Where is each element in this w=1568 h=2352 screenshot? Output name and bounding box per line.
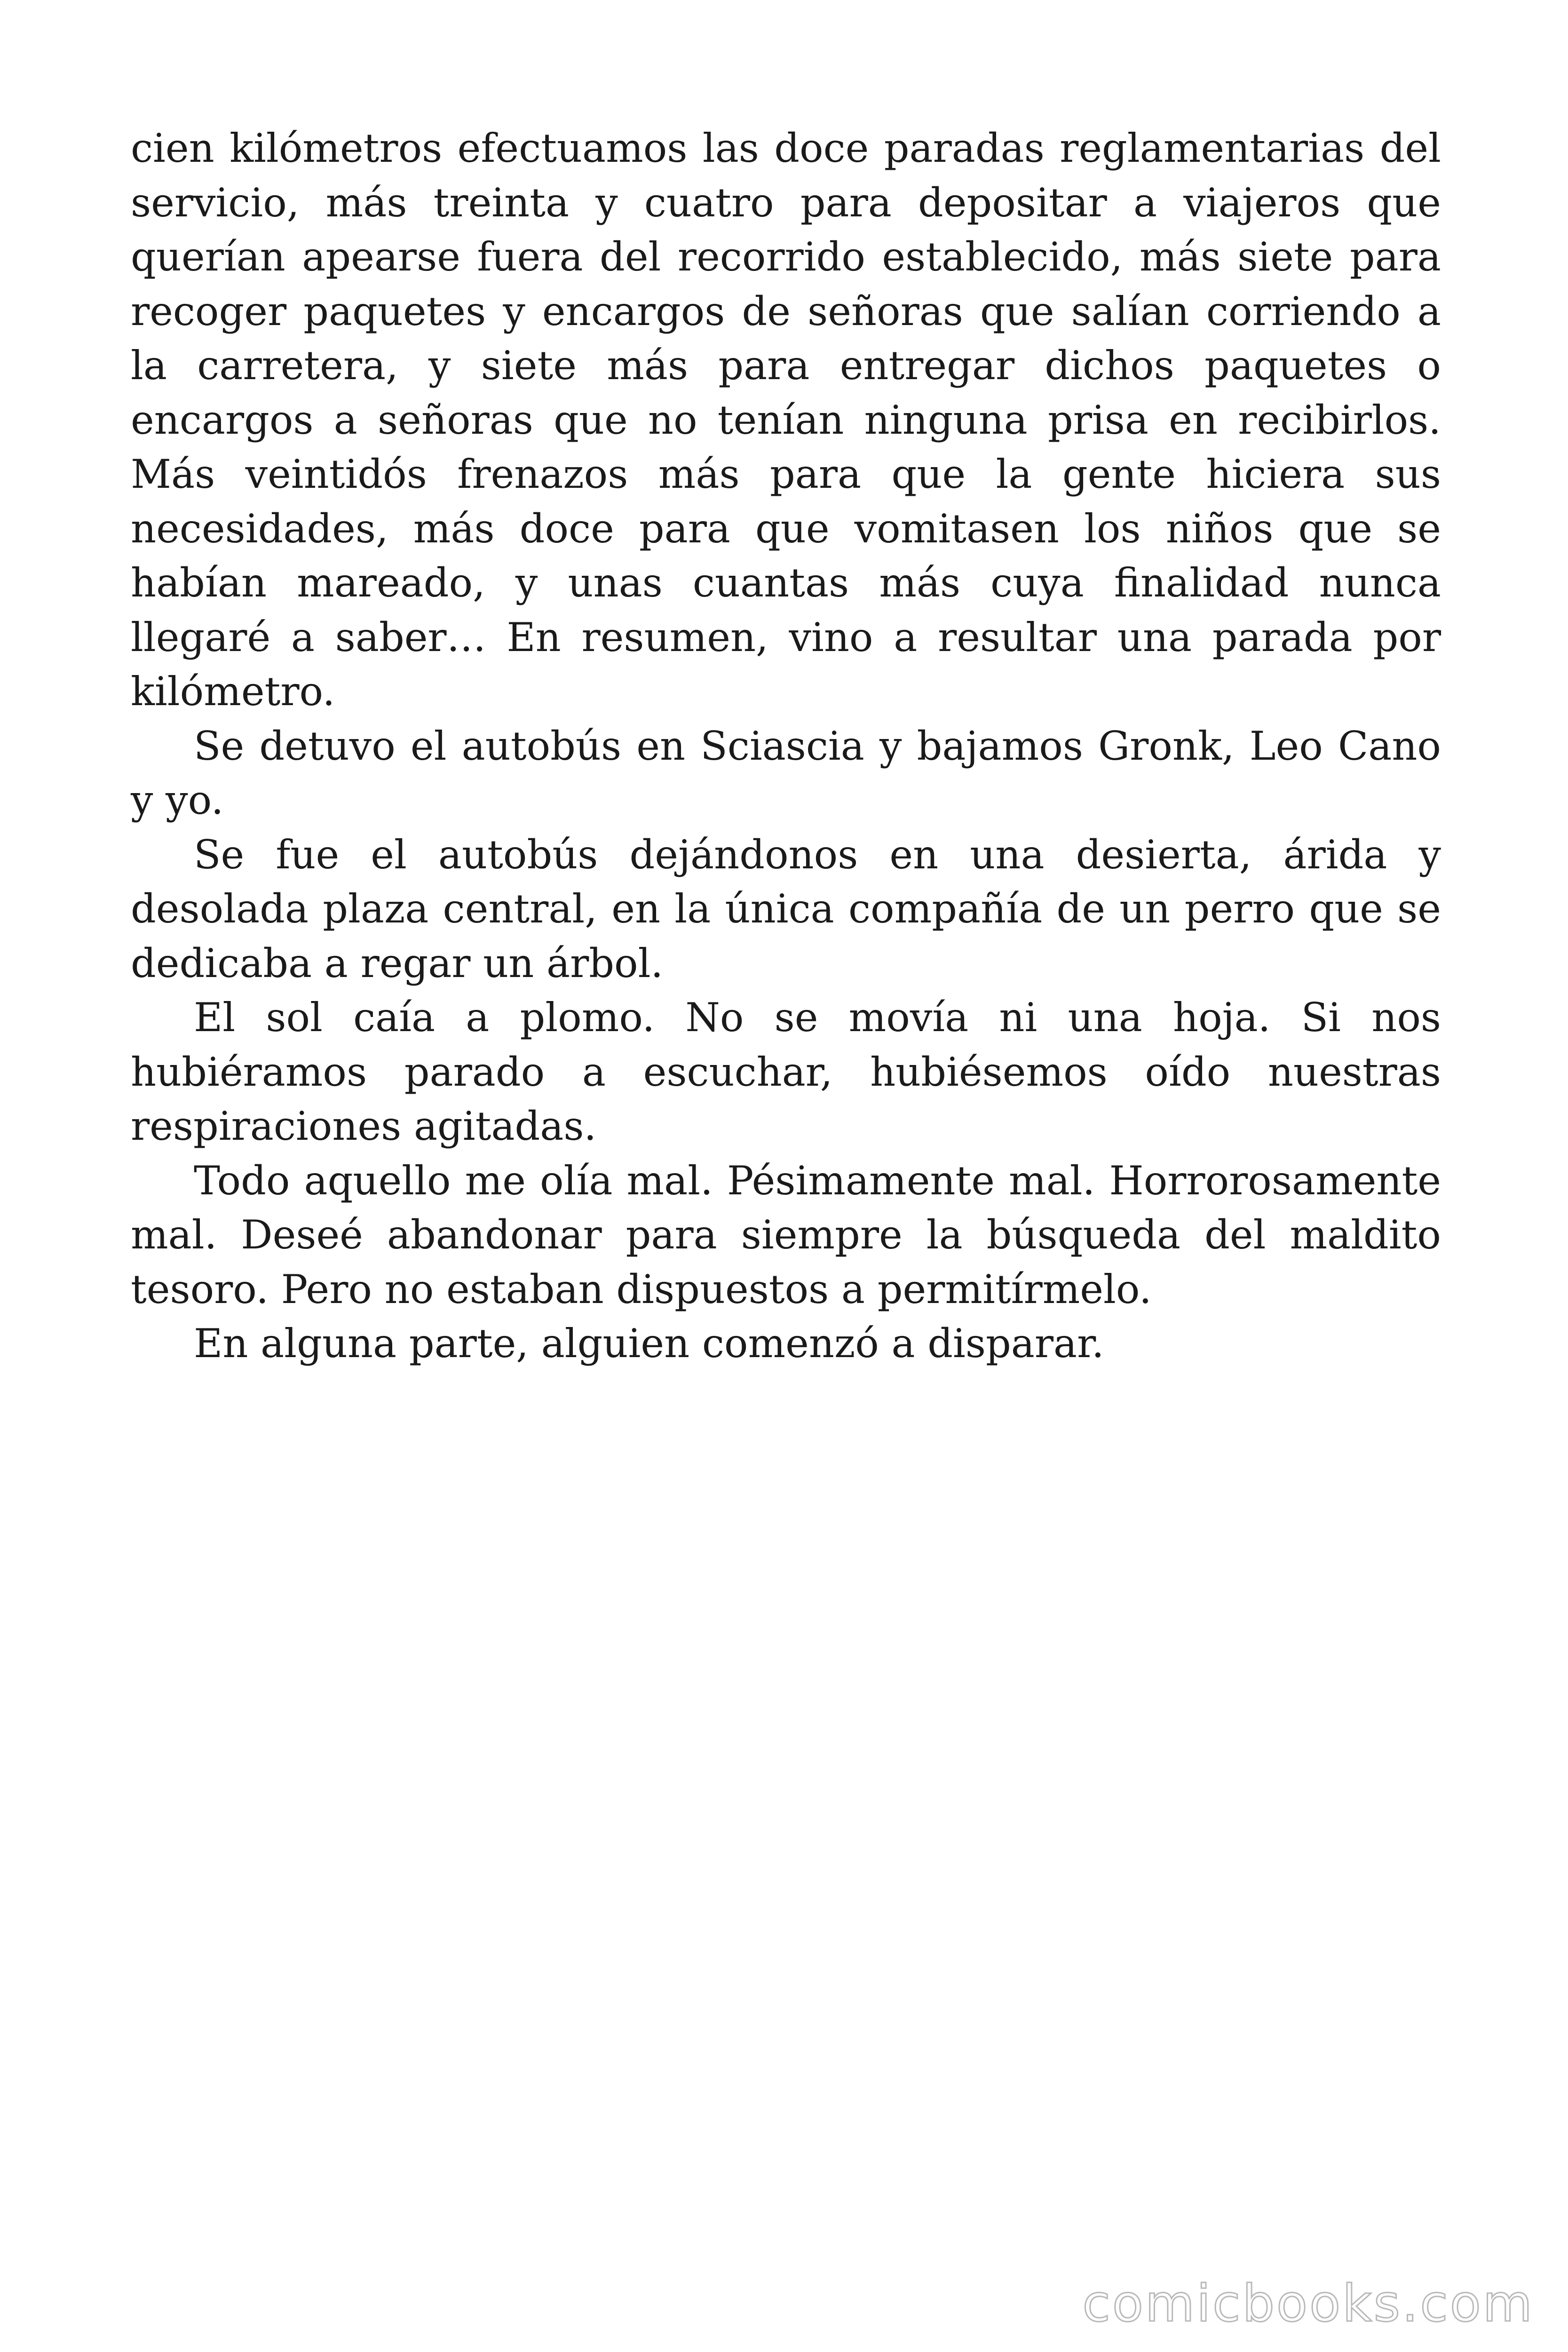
paragraph-5: Todo aquello me olía mal. Pésimamente mal. Horrorosamente mal. Deseé abandonar para siempre la búsqueda del maldito tesoro. Pero no estaban dispuestos a permitírmelo.	[131, 1157, 1441, 1312]
paragraph-1: cien kilómetros efectuamos las doce paradas reglamentarias del servicio, más treinta y cuatro para depositar a viajeros que querían apearse fuera del recorrido establecido, más siete para recoger paquetes y encargos de señoras que salían corriendo a la carretera, y siete más para entregar dichos paquetes o encargos a señoras que no tenían ninguna prisa en recibirlos. Más veintidós frenazos más para que la gente hiciera sus necesidades, más doce para que vomitasen los niños que se habían mareado, y unas cuantas más cuya finalidad nunca llegaré a saber… En resumen, vino a resultar una parada por kilómetro.	[131, 125, 1441, 715]
paragraph-3: Se fue el autobús dejándonos en una desierta, árida y desolada plaza central, en la única compañía de un perro que se dedicaba a regar un árbol.	[131, 831, 1441, 986]
watermark: comicbooks.com	[1082, 2274, 1534, 2333]
paragraph-4: El sol caía a plomo. No se movía ni una hoja. Si nos hubiéramos parado a escuchar, hubiésemos oído nuestras respiraciones agitadas.	[131, 994, 1441, 1149]
paragraph-2: Se detuvo el autobús en Sciascia y bajamos Gronk, Leo Cano y yo.	[131, 723, 1441, 823]
body-text	[131, 121, 1441, 1371]
paragraph-6: En alguna parte, alguien comenzó a disparar.	[194, 1320, 1104, 1367]
